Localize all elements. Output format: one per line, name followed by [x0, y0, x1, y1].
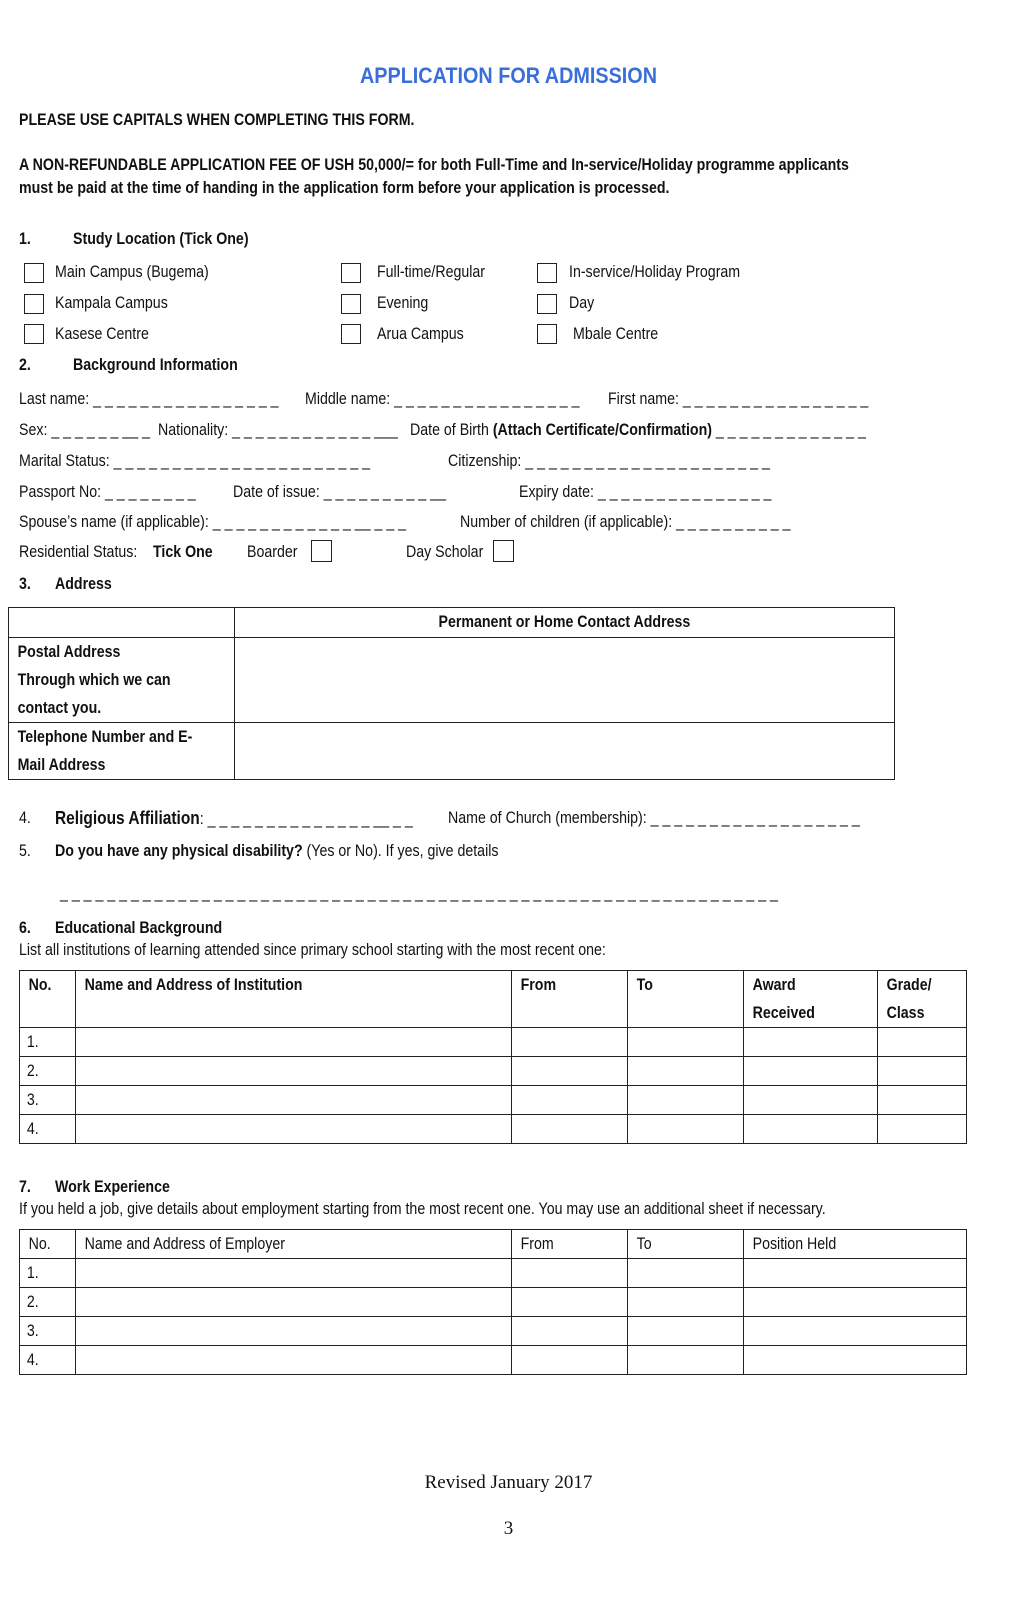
input-cell[interactable] — [76, 1028, 512, 1057]
marital-status-field[interactable]: Marital Status: _ _ _ _ _ _ _ _ _ _ _ _ _ _ _ _ _ _ _ _ _ _ — [19, 452, 371, 470]
table-row — [20, 1057, 967, 1086]
input-cell[interactable] — [512, 1288, 628, 1317]
checkbox-day[interactable] — [537, 294, 557, 314]
disability-question: Do you have any physical disability? (Yes or No). If yes, give details — [55, 842, 499, 860]
input-cell[interactable] — [512, 1259, 628, 1288]
row-number: 1. — [26, 1033, 39, 1051]
input-cell[interactable] — [512, 1115, 628, 1144]
section6-title: Educational Background — [55, 919, 223, 937]
last-name-field[interactable]: Last name: _ _ _ _ _ _ _ _ _ _ _ _ _ _ _ _ — [19, 390, 279, 408]
address-table — [8, 607, 895, 780]
disability-details-field[interactable]: _ _ _ _ _ _ _ _ _ _ _ _ _ _ _ _ _ _ _ _ _ _ _ _ _ _ _ _ _ _ _ _ _ _ _ _ _ _ _ _ _ _ _ _ _ _ _ _ _ _ _ _ _ _ _ _ _ _ _ _ _ — [60, 884, 778, 902]
input-cell[interactable] — [744, 1028, 878, 1057]
table-row — [20, 1288, 967, 1317]
postal-address-input[interactable] — [235, 638, 895, 723]
input-cell[interactable] — [76, 1317, 512, 1346]
input-cell[interactable] — [744, 1288, 967, 1317]
table-row — [20, 1086, 967, 1115]
input-cell[interactable] — [628, 1086, 744, 1115]
fee-notice-line1: A NON-REFUNDABLE APPLICATION FEE OF USH 50,000/= for both Full-Time and In-service/Holiday programme applicants — [19, 156, 849, 174]
work-table — [19, 1229, 967, 1375]
dob-label: Date of Birth — [410, 421, 493, 439]
section2-number: 2. — [19, 356, 31, 374]
input-cell[interactable] — [76, 1115, 512, 1144]
residential-status-label: Residential Status: — [19, 543, 138, 561]
section7-subtitle: If you held a job, give details about employment starting from the most recent one. You may use an additional sheet if necessary. — [19, 1200, 826, 1218]
input-cell[interactable] — [744, 1346, 967, 1375]
input-cell[interactable] — [744, 1317, 967, 1346]
date-of-issue-field[interactable]: Date of issue: _ _ _ _ _ _ _ _ _ __ — [233, 483, 446, 501]
checkbox-mbale-centre[interactable] — [537, 324, 557, 344]
option-label: Mbale Centre — [573, 325, 659, 343]
input-cell[interactable] — [76, 1086, 512, 1115]
citizenship-field[interactable]: Citizenship: _ _ _ _ _ _ _ _ _ _ _ _ _ _ _ _ _ _ _ _ _ — [448, 452, 770, 470]
option-label: Main Campus (Bugema) — [55, 263, 209, 281]
col-header-no: No. — [20, 971, 76, 1028]
dob-note: (Attach Certificate/Confirmation) — [492, 421, 712, 439]
education-table — [19, 970, 967, 1144]
row-number-cell — [20, 1057, 76, 1086]
table-row — [20, 1317, 967, 1346]
checkbox-kasese-centre[interactable] — [24, 324, 44, 344]
input-cell[interactable] — [76, 1288, 512, 1317]
fee-notice-line2: must be paid at the time of handing in the application form before your application is processed. — [19, 179, 670, 197]
input-cell[interactable] — [878, 1086, 967, 1115]
middle-name-field[interactable]: Middle name: _ _ _ _ _ _ _ _ _ _ _ _ _ _ _ _ — [305, 390, 580, 408]
section5-number: 5. — [19, 842, 31, 860]
row-number: 4. — [26, 1120, 39, 1138]
input-cell[interactable] — [628, 1288, 744, 1317]
table-row — [20, 1346, 967, 1375]
checkbox-in-service[interactable] — [537, 263, 557, 283]
section4-number: 4. — [19, 809, 31, 827]
option-label: Kasese Centre — [55, 325, 149, 343]
section6-number: 6. — [19, 919, 31, 937]
expiry-date-field[interactable]: Expiry date: _ _ _ _ _ _ _ _ _ _ _ _ _ _ _ — [519, 483, 772, 501]
section7-number: 7. — [19, 1178, 31, 1196]
input-cell[interactable] — [744, 1057, 878, 1086]
section1-title: Study Location (Tick One) — [73, 230, 249, 248]
input-cell[interactable] — [76, 1259, 512, 1288]
col-header-from: From — [512, 1230, 628, 1259]
input-cell[interactable] — [628, 1317, 744, 1346]
education-header-row — [20, 971, 967, 1028]
day-scholar-label: Day Scholar — [406, 543, 484, 561]
work-header-row — [20, 1230, 967, 1259]
input-cell[interactable] — [878, 1028, 967, 1057]
telephone-email-label: Telephone Number and E- Mail Address — [9, 723, 235, 780]
section3-title: Address — [55, 575, 112, 593]
boarder-label: Boarder — [247, 543, 298, 561]
option-label: In-service/Holiday Program — [569, 263, 741, 281]
row-number-cell — [20, 1028, 76, 1057]
address-header-blank — [9, 608, 235, 638]
input-cell[interactable] — [878, 1057, 967, 1086]
table-row — [20, 1115, 967, 1144]
checkbox-main-campus[interactable] — [24, 263, 44, 283]
date-of-birth-field[interactable] — [410, 420, 866, 440]
page-number: 3 — [503, 1518, 514, 1539]
row-number: 2. — [26, 1062, 39, 1080]
checkbox-arua-campus[interactable] — [341, 324, 361, 344]
dob-blank: _ _ _ _ _ _ _ _ _ _ _ _ _ — [711, 421, 866, 439]
input-cell[interactable] — [744, 1086, 878, 1115]
input-cell[interactable] — [512, 1317, 628, 1346]
input-cell[interactable] — [512, 1028, 628, 1057]
col-header-employer: Name and Address of Employer — [76, 1230, 512, 1259]
church-name-field[interactable]: Name of Church (membership): _ _ _ _ _ _ _ _ _ _ _ _ _ _ _ _ _ _ — [448, 809, 860, 827]
input-cell[interactable] — [744, 1115, 878, 1144]
capitals-notice: PLEASE USE CAPITALS WHEN COMPLETING THIS FORM. — [19, 111, 415, 129]
row-number: 3. — [26, 1322, 39, 1340]
section2-title: Background Information — [73, 356, 238, 374]
sex-field[interactable]: Sex: _ _ _ _ _ _ __ _ — [19, 421, 150, 439]
input-cell[interactable] — [512, 1346, 628, 1375]
section3-number: 3. — [19, 575, 31, 593]
row-number-cell — [20, 1317, 76, 1346]
tick-one-label: Tick One — [153, 543, 213, 561]
option-label: Kampala Campus — [55, 294, 168, 312]
row-number-cell — [20, 1115, 76, 1144]
address-header: Permanent or Home Contact Address — [235, 608, 895, 638]
col-header-award: Award Received — [744, 971, 878, 1028]
col-header-from: From — [512, 971, 628, 1028]
row-number-cell — [20, 1086, 76, 1115]
col-header-to: To — [628, 1230, 744, 1259]
input-cell[interactable] — [628, 1028, 744, 1057]
page-title: APPLICATION FOR ADMISSION — [360, 63, 657, 88]
option-label: Full-time/Regular — [377, 263, 486, 281]
option-label: Day — [569, 294, 595, 312]
input-cell[interactable] — [512, 1057, 628, 1086]
input-cell[interactable] — [628, 1259, 744, 1288]
checkbox-full-time[interactable] — [341, 263, 361, 283]
col-header-no: No. — [20, 1230, 76, 1259]
religious-affiliation-field[interactable]: Religious Affiliation: _ _ _ _ _ _ _ _ _ _ _ _ _ _ __ _ _ — [55, 808, 413, 828]
postal-address-label: Postal Address Through which we can contact you. — [9, 638, 235, 723]
row-number-cell — [20, 1259, 76, 1288]
telephone-email-input[interactable] — [235, 723, 895, 780]
children-field[interactable]: Number of children (if applicable): _ _ _ _ _ _ _ _ _ _ — [460, 513, 791, 531]
col-header-grade: Grade/ Class — [878, 971, 967, 1028]
section1-number: 1. — [19, 230, 31, 248]
checkbox-evening[interactable] — [341, 294, 361, 314]
table-row — [20, 1028, 967, 1057]
input-cell[interactable] — [878, 1115, 967, 1144]
row-number-cell — [20, 1288, 76, 1317]
revised-note: Revised January 2017 — [424, 1472, 593, 1493]
input-cell[interactable] — [76, 1346, 512, 1375]
row-number-cell — [20, 1346, 76, 1375]
row-number: 1. — [26, 1264, 39, 1282]
first-name-field[interactable]: First name: _ _ _ _ _ _ _ _ _ _ _ _ _ _ _ _ — [608, 390, 869, 408]
section6-subtitle: List all institutions of learning attended since primary school starting with the most recent one: — [19, 941, 606, 959]
nationality-field[interactable]: Nationality: _ _ _ _ _ _ _ _ _ _ _ _ ___ — [158, 421, 398, 439]
col-header-to: To — [628, 971, 744, 1028]
option-label: Evening — [377, 294, 429, 312]
table-row — [20, 1259, 967, 1288]
input-cell[interactable] — [76, 1057, 512, 1086]
checkbox-day-scholar[interactable] — [493, 540, 514, 562]
checkbox-kampala-campus[interactable] — [24, 294, 44, 314]
input-cell[interactable] — [628, 1115, 744, 1144]
input-cell[interactable] — [628, 1057, 744, 1086]
col-header-institution: Name and Address of Institution — [76, 971, 512, 1028]
row-number: 3. — [26, 1091, 39, 1109]
row-number: 4. — [26, 1351, 39, 1369]
col-header-position: Position Held — [744, 1230, 967, 1259]
section7-title: Work Experience — [55, 1178, 170, 1196]
input-cell[interactable] — [512, 1086, 628, 1115]
passport-field[interactable]: Passport No: _ _ _ _ _ _ _ _ — [19, 483, 196, 501]
input-cell[interactable] — [744, 1259, 967, 1288]
row-number: 2. — [26, 1293, 39, 1311]
input-cell[interactable] — [628, 1346, 744, 1375]
spouse-name-field[interactable]: Spouse’s name (if applicable): _ _ _ _ _ _ _ _ _ _ _ _ __ _ _ _ — [19, 513, 407, 531]
option-label: Arua Campus — [377, 325, 464, 343]
checkbox-boarder[interactable] — [311, 540, 332, 562]
